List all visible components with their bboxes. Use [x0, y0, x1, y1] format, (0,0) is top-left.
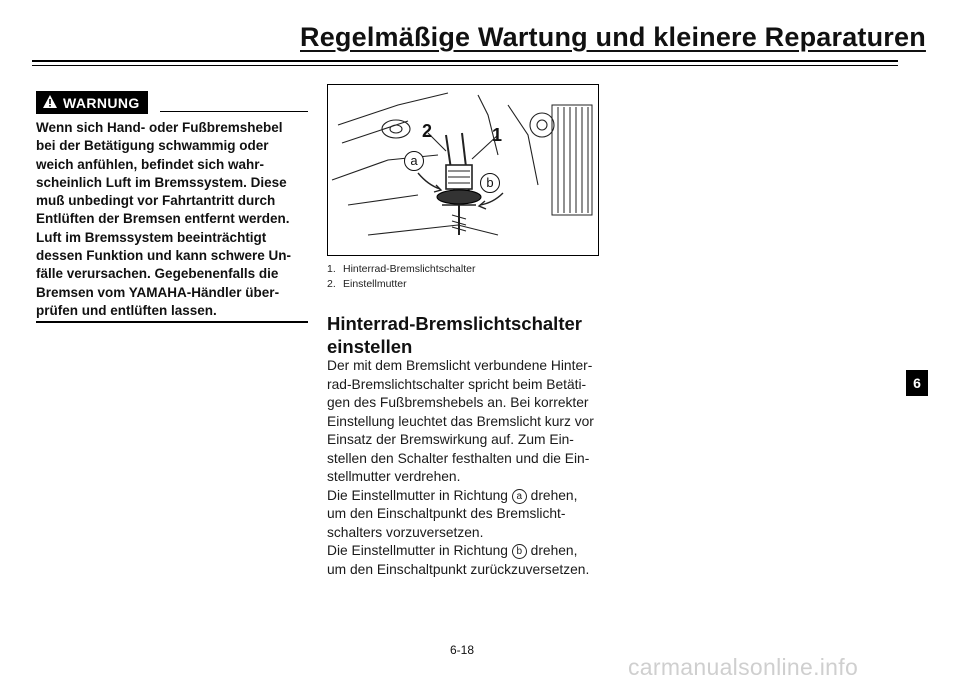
warning-line: weich anfühlen, befindet sich wahr- — [36, 156, 265, 172]
body-line: stellmutter verdrehen. — [327, 469, 461, 484]
warning-triangle-icon — [42, 94, 58, 112]
caption-number: 2. — [327, 278, 336, 290]
caption-item — [327, 262, 475, 277]
body-line: Einstellung leuchtet das Bremslicht kurz vor — [327, 413, 594, 429]
warning-end-rule — [36, 321, 308, 323]
chapter-tab: 6 — [906, 370, 928, 396]
body-line: Der mit dem Bremslicht verbundene Hinter- — [327, 358, 593, 373]
warning-header-rule — [160, 111, 308, 112]
caption-item — [327, 277, 475, 292]
callout-a: a — [404, 151, 424, 171]
brake-switch-illustration — [327, 84, 599, 256]
body-line-b: Die Einstellmutter in Richtung b drehen, — [327, 543, 578, 558]
page-number: 6-18 — [450, 643, 475, 657]
callout-b-symbol: b — [512, 544, 527, 559]
header-rule-thin — [32, 65, 898, 66]
warning-line: scheinlich Luft im Bremssystem. Diese — [36, 174, 287, 190]
warning-line: Luft im Bremssystem beeinträchtigt — [36, 229, 267, 245]
callout-1: 1 — [492, 125, 503, 145]
warning-line: muß unbedingt vor Fahrtantritt durch — [36, 193, 276, 209]
figure-caption-list — [327, 262, 475, 292]
section-body — [327, 357, 612, 579]
warning-text — [36, 119, 314, 320]
callout-a-symbol: a — [512, 489, 527, 504]
body-line: Einsatz der Bremswirkung auf. Zum Ein- — [327, 432, 574, 447]
page-header-title: Regelmäßige Wartung und kleinere Reparaturen — [300, 22, 926, 52]
caption-text: Einstellmutter — [343, 278, 407, 290]
warning-line: Wenn sich Hand- oder Fußbremshebel — [36, 120, 283, 135]
section-title-line: Hinterrad-Bremslichtschalter — [327, 313, 582, 334]
body-line-a: Die Einstellmutter in Richtung a drehen, — [327, 487, 578, 503]
warning-line: Entlüften der Bremsen entfernt werden. — [36, 211, 290, 227]
body-line: stellen den Schalter festhalten und die Ein- — [327, 450, 590, 466]
warning-badge — [36, 91, 148, 114]
caption-text: Hinterrad-Bremslichtschalter — [343, 263, 476, 275]
callout-2: 2 — [422, 121, 433, 141]
body-line: gen des Fußbremshebels an. Bei korrekter — [327, 395, 589, 410]
warning-line: dessen Funktion und kann schwere Un- — [36, 248, 292, 264]
warning-line: Bremsen vom YAMAHA-Händler über- — [36, 284, 280, 300]
warning-line: prüfen und entlüften lassen. — [36, 302, 217, 318]
section-title — [327, 312, 617, 358]
warning-line: fälle verursachen. Gegebenenfalls die — [36, 266, 279, 282]
callout-b: b — [480, 173, 500, 193]
warning-label: WARNUNG — [63, 94, 140, 111]
body-line: schalters vorzuversetzen. — [327, 524, 484, 540]
caption-number: 1. — [327, 263, 336, 275]
watermark: carmanualsonline.info — [628, 654, 859, 680]
body-line: um den Einschaltpunkt zurückzuversetzen. — [327, 561, 590, 577]
body-line: rad-Bremslichtschalter spricht beim Betäti- — [327, 376, 587, 392]
body-line: um den Einschaltpunkt des Bremslicht- — [327, 506, 566, 521]
header-rule — [32, 60, 898, 62]
warning-line: bei der Betätigung schwammig oder — [36, 138, 269, 154]
section-title-line: einstellen — [327, 336, 413, 357]
